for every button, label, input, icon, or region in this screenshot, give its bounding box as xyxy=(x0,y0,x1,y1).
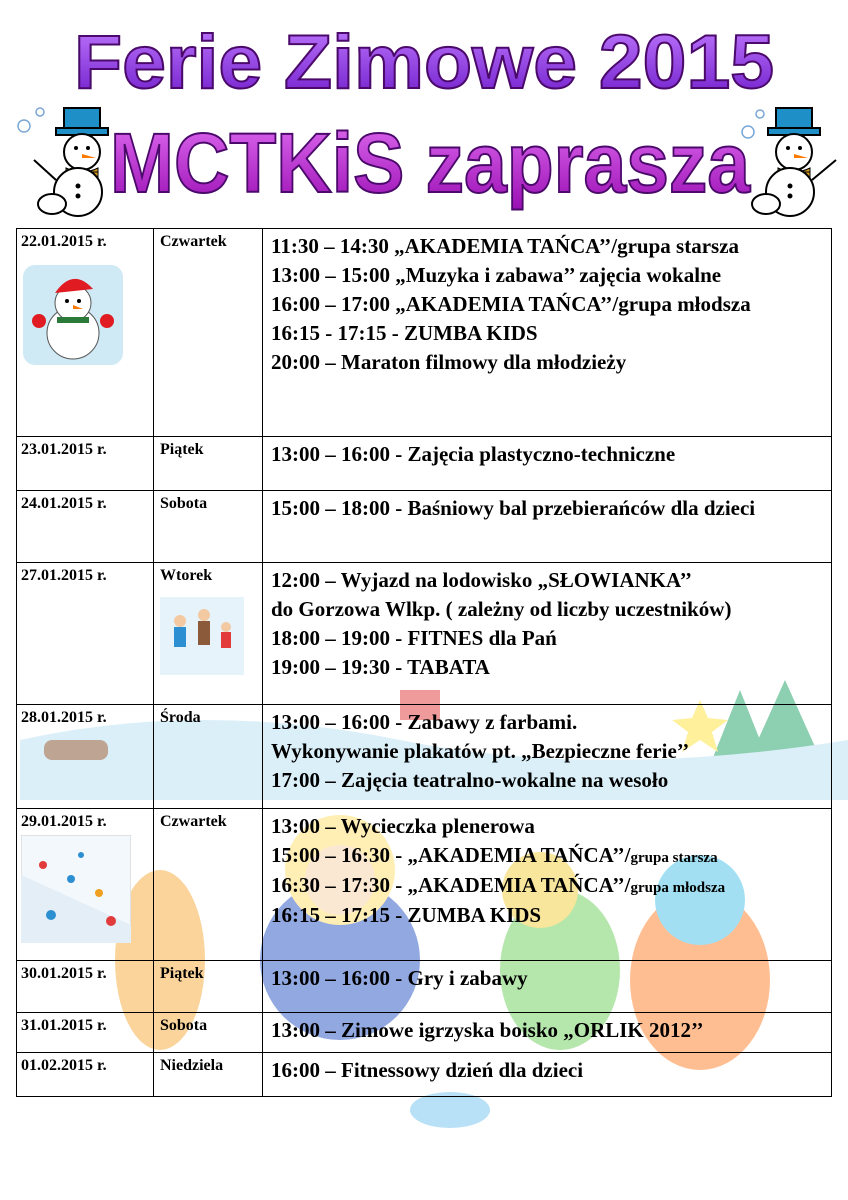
row-day: Środa xyxy=(160,709,201,726)
row-date: 22.01.2015 r. xyxy=(21,233,107,250)
event-line: 16:00 – 17:00 „AKADEMIA TAŃCA’’/grupa młodsza xyxy=(271,292,751,316)
row-day: Czwartek xyxy=(160,233,227,250)
event-line: 20:00 – Maraton filmowy dla młodzieży xyxy=(271,350,627,374)
event-line: 13:00 – 15:00 „Muzyka i zabawa’’ zajęcia wokalne xyxy=(271,263,722,287)
event-line: 13:00 – 16:00 - Zabawy z farbami. xyxy=(271,710,578,734)
event-line: 16:15 - 17:15 - ZUMBA KIDS xyxy=(271,321,538,345)
event-line: 16:00 – Fitnessowy dzień dla dzieci xyxy=(271,1058,584,1082)
event-line: 13:00 – 16:00 - Zajęcia plastyczno-techniczne xyxy=(271,442,676,466)
row-day: Piątek xyxy=(160,965,204,982)
title-line-2: MCTKiS zaprasza xyxy=(110,116,752,210)
row-date: 29.01.2015 r. xyxy=(21,813,107,830)
table-row xyxy=(17,809,832,961)
event-line: 15:00 – 18:00 - Baśniowy bal przebierańców dla dzieci xyxy=(271,496,756,520)
row-date: 24.01.2015 r. xyxy=(21,495,107,512)
title-line-1: Ferie Zimowe 2015 xyxy=(74,20,774,105)
row-day: Piątek xyxy=(160,441,204,458)
row-date: 01.02.2015 r. xyxy=(21,1057,107,1074)
table-row xyxy=(17,491,832,563)
event-line: 12:00 – Wyjazd na lodowisko „SŁOWIANKA’’ xyxy=(271,568,693,592)
table-row xyxy=(17,1013,832,1053)
row-day: Czwartek xyxy=(160,813,227,830)
table-row xyxy=(17,961,832,1013)
event-line: 11:30 – 14:30 „AKADEMIA TAŃCA’’/grupa starsza xyxy=(271,234,740,258)
table-row xyxy=(17,705,832,809)
event-line: 13:00 – 16:00 - Gry i zabawy xyxy=(271,966,528,990)
row-date: 23.01.2015 r. xyxy=(21,441,107,458)
row-date: 28.01.2015 r. xyxy=(21,709,107,726)
event-line: 16:15 – 17:15 - ZUMBA KIDS xyxy=(271,903,542,927)
table-row xyxy=(17,229,832,437)
snowman-santa-hat-icon xyxy=(21,263,149,372)
event-line: Wykonywanie plakatów pt. „Bezpieczne ferie’’ xyxy=(271,739,690,763)
row-date: 30.01.2015 r. xyxy=(21,965,107,982)
row-day: Sobota xyxy=(160,495,208,512)
row-date: 27.01.2015 r. xyxy=(21,567,107,584)
table-row xyxy=(17,437,832,491)
event-line: 13:00 – Zimowe igrzyska boisko „ORLIK 2012’’ xyxy=(271,1018,704,1042)
event-line: do Gorzowa Wlkp. ( zależny od liczby uczestników) xyxy=(271,597,732,621)
sledding-kids-icon xyxy=(21,835,149,948)
event-line-small: grupa starsza xyxy=(630,850,718,866)
row-day: Wtorek xyxy=(160,567,213,584)
event-line: 19:00 – 19:30 - TABATA xyxy=(271,655,490,679)
schedule-table xyxy=(16,228,832,1097)
row-date: 31.01.2015 r. xyxy=(21,1017,107,1034)
event-line: 16:30 – 17:30 - „AKADEMIA TAŃCA’’/ xyxy=(271,873,631,897)
table-row xyxy=(17,1053,832,1097)
event-line: 18:00 – 19:00 - FITNES dla Pań xyxy=(271,626,557,650)
row-day: Sobota xyxy=(160,1017,208,1034)
event-line: 15:00 – 16:30 - „AKADEMIA TAŃCA’’/ xyxy=(271,843,631,867)
event-line-small: grupa młodsza xyxy=(630,880,726,896)
event-line: 17:00 – Zajęcia teatralno-wokalne na wesoło xyxy=(271,768,669,792)
table-row xyxy=(17,563,832,705)
event-line: 13:00 – Wycieczka plenerowa xyxy=(271,814,535,838)
row-day: Niedziela xyxy=(160,1057,224,1074)
ice-skaters-icon xyxy=(160,597,258,680)
